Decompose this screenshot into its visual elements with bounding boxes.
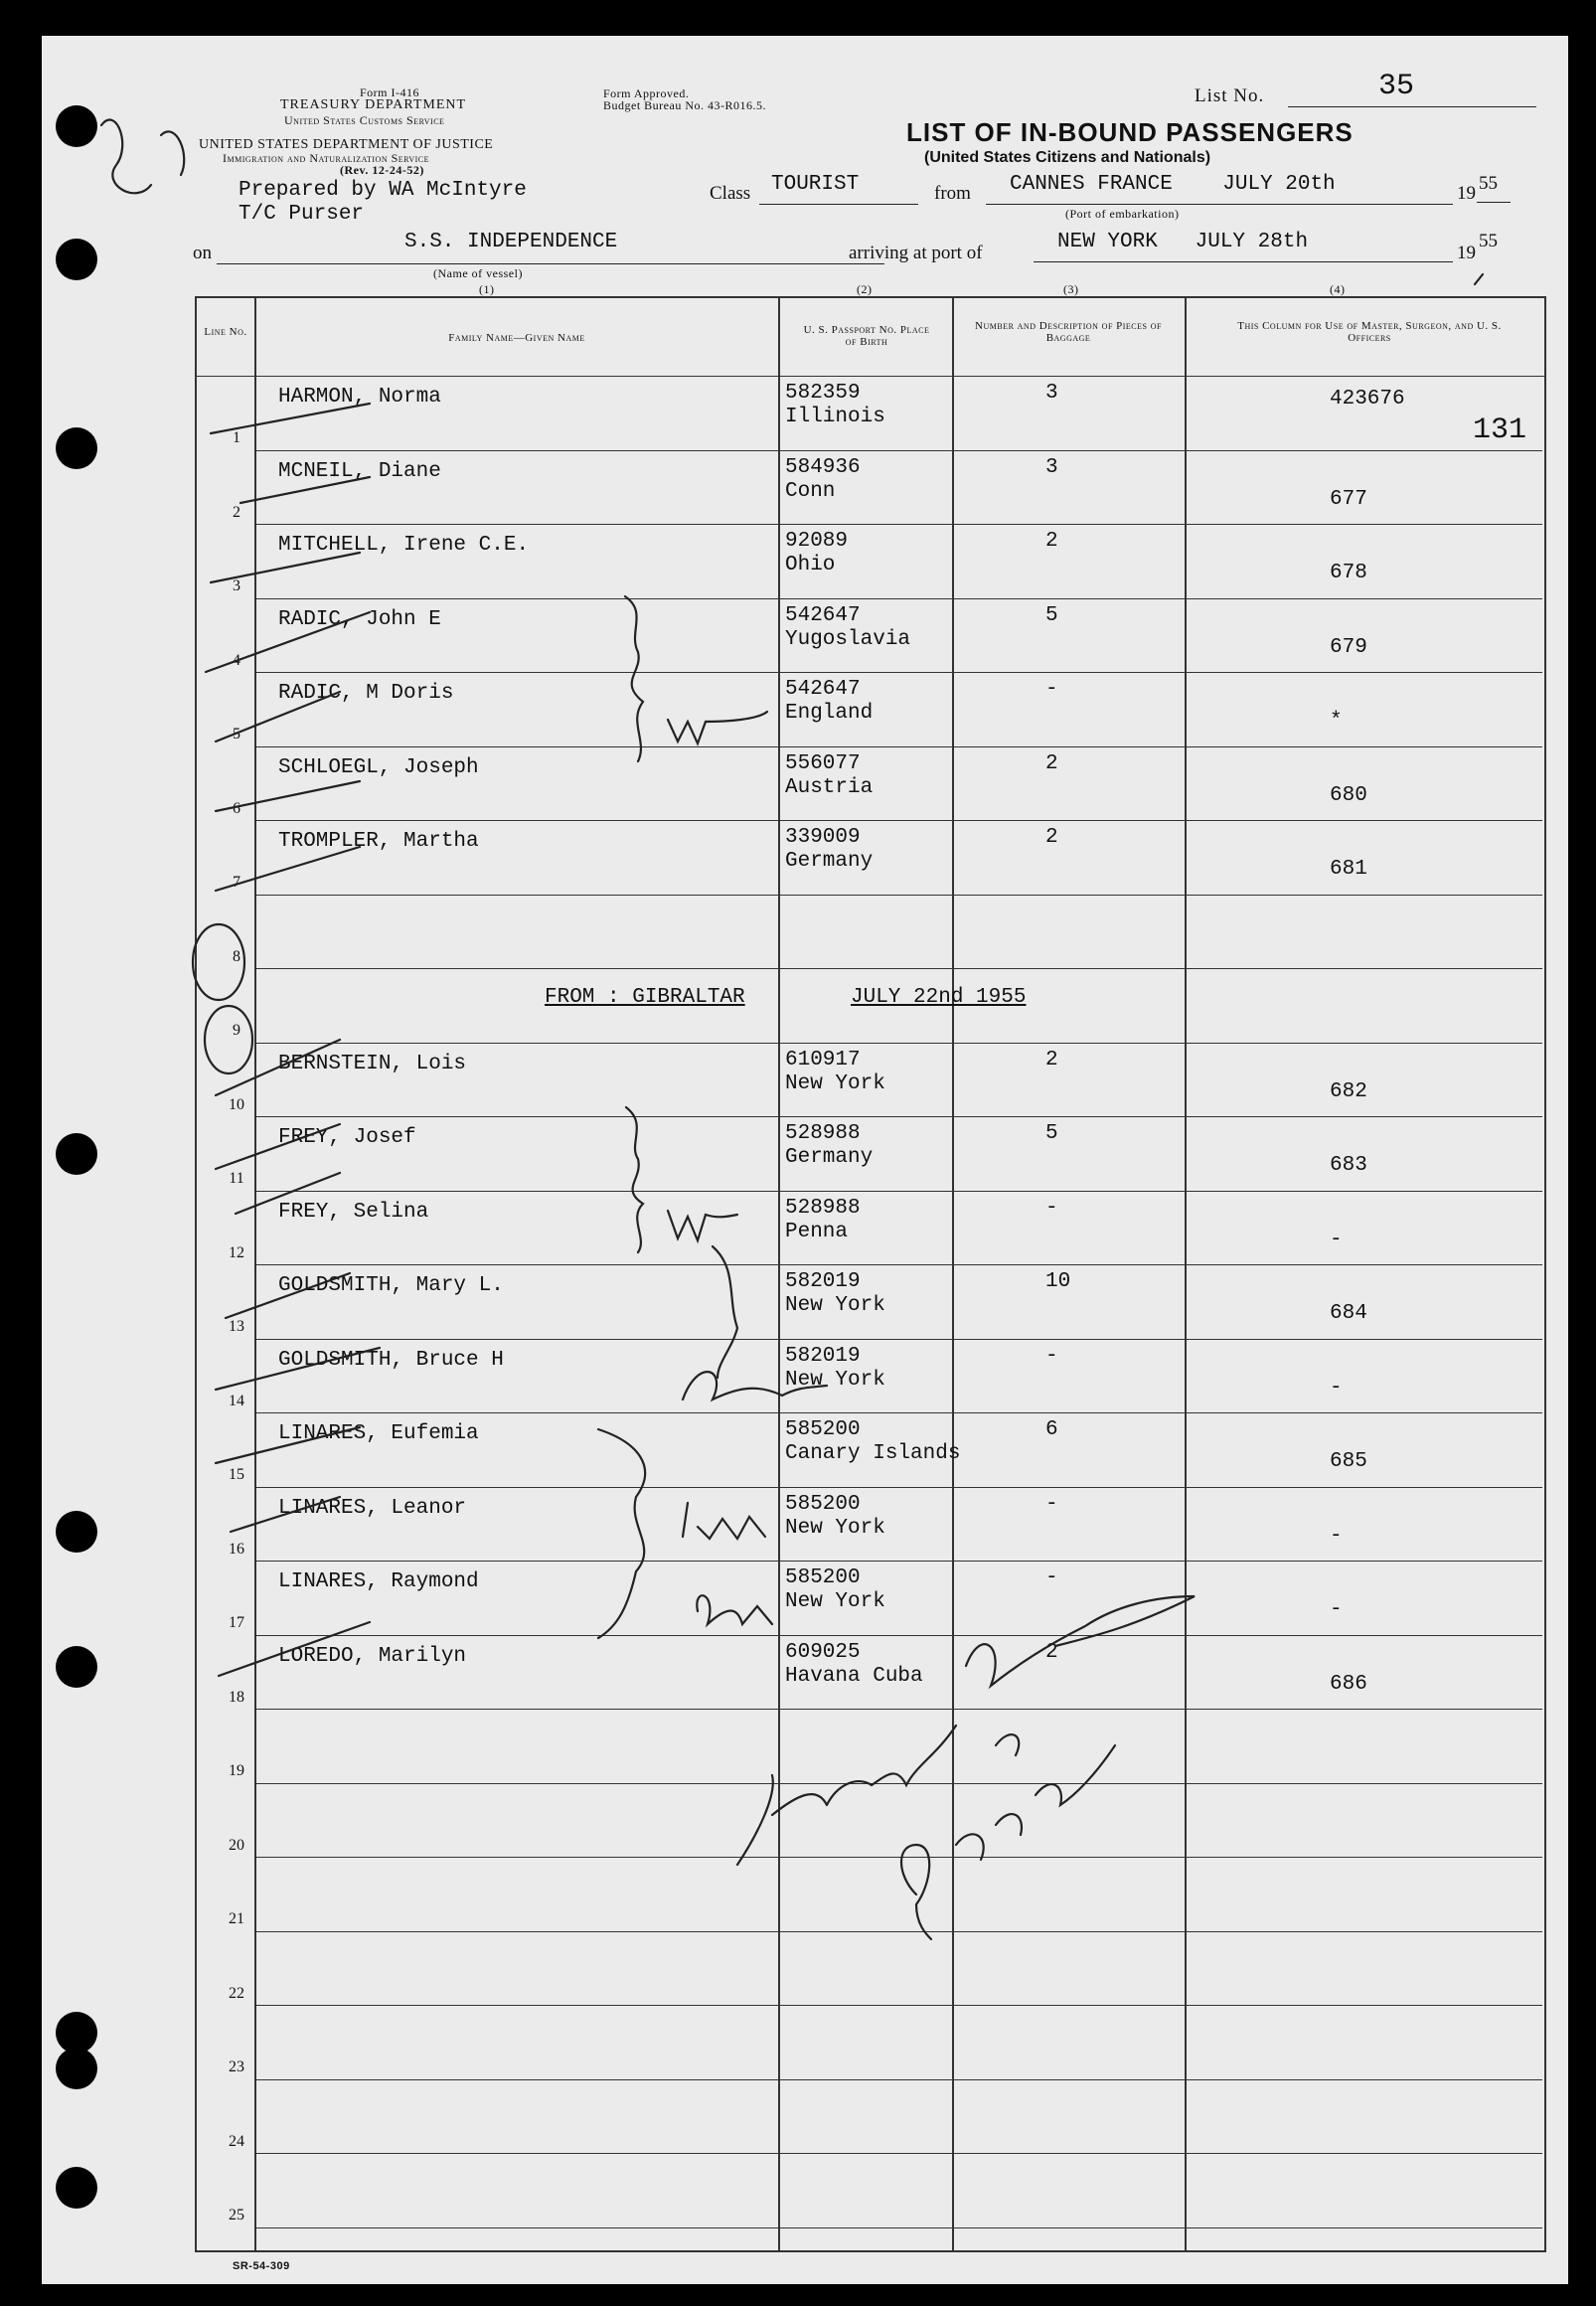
place-of-birth: England [785, 702, 874, 725]
class-value: TOURIST [771, 173, 860, 196]
line-number: 7 [233, 874, 240, 891]
passenger-name: BERNSTEIN, Lois [278, 1052, 467, 1075]
justice-label: UNITED STATES DEPARTMENT OF JUSTICE [199, 137, 494, 152]
table-row [42, 748, 1568, 823]
baggage-count: 2 [1045, 1640, 1058, 1664]
place-of-birth: Conn [785, 479, 836, 503]
table-row [42, 452, 1568, 527]
row-rule [254, 1043, 1542, 1044]
table-row [42, 1118, 1568, 1193]
officer-number: - [1330, 1598, 1343, 1621]
revision-label: (Rev. 12-24-52) [340, 163, 424, 177]
passport-number: 582019 [785, 1270, 861, 1293]
table-row [42, 822, 1568, 897]
binder-hole [56, 1133, 97, 1175]
prepared-by: Prepared by WA McIntyre [239, 179, 527, 202]
row-rule [254, 2227, 1542, 2228]
row-rule [254, 1412, 1542, 1413]
line-number: 2 [233, 503, 240, 521]
passenger-name: LINARES, Raymond [278, 1570, 479, 1593]
row-rule [254, 746, 1542, 747]
table-row [42, 1489, 1568, 1564]
baggage-count: - [1045, 1492, 1058, 1516]
vessel-underline [217, 262, 884, 264]
passenger-name: LOREDO, Marilyn [278, 1644, 467, 1668]
passenger-name: RADIC, M Doris [278, 682, 454, 705]
from-year-underline [1477, 201, 1511, 203]
row-rule [254, 1487, 1542, 1488]
baggage-count: 2 [1045, 826, 1058, 849]
table-row [42, 1563, 1568, 1637]
binder-hole [56, 427, 97, 469]
arrive-year: 55 [1479, 231, 1498, 251]
binder-hole [56, 1646, 97, 1688]
passenger-name: MCNEIL, Diane [278, 459, 441, 483]
form-sheet [42, 36, 1568, 2284]
table-row [42, 1266, 1568, 1341]
section-heading: FROM : GIBRALTAR [545, 986, 745, 1009]
line-number: 24 [229, 2132, 244, 2150]
page-subtitle: (United States Citizens and Nationals) [924, 149, 1211, 166]
place-of-birth: Illinois [785, 406, 885, 428]
officer-number: - [1330, 1376, 1343, 1400]
table-row [42, 1859, 1568, 1933]
col-header-officers: This Column for Use of Master, Surgeon, and U. S. Officers [1237, 320, 1502, 344]
place-of-birth: Ohio [785, 554, 836, 576]
col-header-baggage: Number and Description of Pieces of Baggage [975, 320, 1162, 344]
place-of-birth: New York [785, 1294, 885, 1317]
table-row [42, 897, 1568, 971]
passport-number: 585200 [785, 1566, 861, 1589]
vessel-name: S.S. INDEPENDENCE [404, 231, 618, 253]
table-row [42, 1341, 1568, 1415]
arriving-label: arriving at port of [849, 243, 983, 263]
row-rule [254, 2005, 1542, 2006]
line-number: 8 [233, 947, 240, 965]
table-row [42, 2081, 1568, 2156]
baggage-count: - [1045, 1344, 1058, 1368]
row-rule [254, 1635, 1542, 1636]
officer-number: 682 [1330, 1079, 1367, 1103]
purser: T/C Purser [239, 203, 365, 226]
table-row [42, 600, 1568, 675]
arriving-value: NEW YORK JULY 28th [1057, 231, 1309, 253]
passport-number: 556077 [785, 751, 861, 775]
row-rule [254, 1931, 1542, 1932]
officer-number: * [1330, 710, 1343, 733]
class-underline [759, 203, 918, 205]
passenger-name: SCHLOEGL, Joseph [278, 755, 479, 779]
place-of-birth: New York [785, 1071, 885, 1095]
row-rule [254, 1783, 1542, 1784]
passport-number: 528988 [785, 1122, 861, 1145]
row-rule [254, 1857, 1542, 1858]
line-number: 12 [229, 1243, 244, 1261]
form-number: Form I-416 [360, 85, 419, 99]
passport-number: 542647 [785, 678, 861, 701]
binder-hole [56, 2048, 97, 2089]
arrive-year-prefix: 19 [1457, 243, 1476, 263]
from-year: 55 [1479, 173, 1498, 194]
place-of-birth: Penna [785, 1220, 849, 1243]
passport-number: 584936 [785, 455, 861, 479]
binder-hole [56, 1511, 97, 1553]
table-row [42, 1414, 1568, 1489]
row-rule [254, 1116, 1542, 1117]
line-number: 4 [233, 651, 240, 669]
treasury-label: TREASURY DEPARTMENT [280, 97, 467, 112]
line-number: 18 [229, 1688, 244, 1706]
passenger-name: FREY, Josef [278, 1126, 416, 1149]
list-no-underline [1288, 105, 1536, 107]
row-rule [254, 1561, 1542, 1562]
passenger-name: HARMON, Norma [278, 386, 441, 409]
col-number-3: (3) [1063, 282, 1079, 296]
col-number-2: (2) [857, 282, 873, 296]
ins-label: Immigration and Naturalization Service [223, 151, 430, 165]
baggage-count: 5 [1045, 603, 1058, 627]
binder-hole [56, 239, 97, 280]
binder-hole [56, 105, 97, 147]
baggage-count: - [1045, 678, 1058, 701]
passenger-name: LINARES, Eufemia [278, 1422, 479, 1445]
passport-number: 585200 [785, 1418, 861, 1441]
header-rule [195, 376, 1544, 377]
vessel-caption: (Name of vessel) [433, 266, 523, 280]
officer-number: 678 [1330, 562, 1367, 584]
list-no-label: List No. [1195, 85, 1265, 106]
place-of-birth: New York [785, 1368, 885, 1392]
row-rule [254, 450, 1542, 451]
customs-label: United States Customs Service [284, 113, 445, 127]
table-row [42, 1785, 1568, 1860]
place-of-birth: Austria [785, 775, 874, 799]
line-number: 6 [233, 799, 240, 817]
officer-number: 685 [1330, 1450, 1367, 1473]
page-title: LIST OF IN-BOUND PASSENGERS [906, 117, 1354, 147]
baggage-count: 2 [1045, 751, 1058, 775]
baggage-count: 2 [1045, 530, 1058, 553]
col-number-1: (1) [479, 282, 495, 296]
table-row [42, 2155, 1568, 2229]
line-number: 13 [229, 1318, 244, 1335]
col-header-name: Family Name—Given Name [448, 332, 585, 344]
line-number: 15 [229, 1466, 244, 1483]
line-number: 3 [233, 577, 240, 594]
baggage-count: 10 [1045, 1270, 1071, 1293]
arriving-underline [1034, 260, 1453, 262]
margin-note: 131 [1473, 413, 1527, 447]
row-rule [254, 1191, 1542, 1192]
row-rule [254, 524, 1542, 525]
place-of-birth: New York [785, 1590, 885, 1613]
form-approved: Form Approved. [603, 86, 690, 100]
table-row [42, 1193, 1568, 1267]
table-row [42, 378, 1568, 452]
place-of-birth: Canary Islands [785, 1442, 961, 1465]
class-label: Class [710, 183, 751, 204]
officer-number: 681 [1330, 858, 1367, 881]
passenger-name: GOLDSMITH, Mary L. [278, 1274, 504, 1297]
line-number: 23 [229, 2059, 244, 2075]
section-date: JULY 22nd 1955 [851, 986, 1027, 1009]
officer-number: 679 [1330, 635, 1367, 659]
line-number: 19 [229, 1762, 244, 1779]
on-label: on [193, 243, 212, 263]
form-code: SR-54-309 [233, 2260, 290, 2272]
row-rule [254, 598, 1542, 599]
line-number: 11 [229, 1170, 244, 1187]
table-row [42, 1711, 1568, 1785]
col-number-4: (4) [1330, 282, 1346, 296]
line-number: 25 [229, 2207, 244, 2224]
passport-number: 582019 [785, 1344, 861, 1368]
officer-number: - [1330, 1524, 1343, 1548]
place-of-birth: Havana Cuba [785, 1664, 923, 1688]
passport-number: 610917 [785, 1048, 861, 1071]
table-row [42, 2007, 1568, 2081]
officer-number: 680 [1330, 783, 1367, 807]
passport-number: 582359 [785, 382, 861, 405]
baggage-count: - [1045, 1566, 1058, 1589]
line-number: 10 [229, 1095, 244, 1113]
from-year-prefix: 19 [1457, 183, 1476, 204]
passport-number: 528988 [785, 1196, 861, 1220]
tick-mark-top [1475, 274, 1483, 284]
line-number: 16 [229, 1540, 244, 1558]
table-row [42, 526, 1568, 600]
place-of-birth: Yugoslavia [785, 627, 911, 651]
passenger-name: RADIC, John E [278, 607, 441, 631]
col-header-line: Line No. [204, 326, 247, 338]
place-of-birth: Germany [785, 1146, 874, 1169]
row-rule [254, 968, 1542, 969]
baggage-count: 3 [1045, 382, 1058, 405]
table-row [42, 1637, 1568, 1712]
line-number: 22 [229, 1984, 244, 2002]
row-rule [254, 1709, 1542, 1710]
line-number: 14 [229, 1392, 244, 1409]
table-row [42, 970, 1568, 1045]
place-of-birth: New York [785, 1516, 885, 1540]
passport-number: 585200 [785, 1492, 861, 1516]
passenger-name: FREY, Selina [278, 1200, 429, 1224]
officer-number: 683 [1330, 1154, 1367, 1177]
from-value: CANNES FRANCE JULY 20th [1010, 173, 1336, 196]
row-rule [254, 1339, 1542, 1340]
table-row [42, 1933, 1568, 2008]
line-number: 9 [233, 1022, 240, 1039]
line-number: 1 [233, 429, 240, 446]
officer-number: - [1330, 1228, 1343, 1251]
line-number: 20 [229, 1836, 244, 1854]
from-label: from [934, 183, 971, 204]
line-number: 21 [229, 1910, 244, 1927]
binder-hole [56, 2167, 97, 2209]
passenger-name: TROMPLER, Martha [278, 830, 479, 853]
port-embark-caption: (Port of embarkation) [1065, 207, 1180, 221]
line-number: 17 [229, 1614, 244, 1631]
passport-number: 609025 [785, 1640, 861, 1664]
table-row [42, 674, 1568, 748]
row-rule [254, 1264, 1542, 1265]
passport-number: 542647 [785, 603, 861, 627]
passport-number: 339009 [785, 826, 861, 849]
row-rule [254, 2153, 1542, 2154]
budget-bureau: Budget Bureau No. 43-R016.5. [603, 98, 766, 112]
baggage-count: 5 [1045, 1122, 1058, 1145]
row-rule [254, 2079, 1542, 2080]
place-of-birth: Germany [785, 850, 874, 873]
passport-number: 92089 [785, 530, 849, 553]
baggage-count: 3 [1045, 455, 1058, 479]
table-row [42, 1045, 1568, 1119]
col-header-passport: U. S. Passport No. Place of Birth [803, 324, 930, 348]
from-underline [986, 203, 1453, 205]
officer-number: 684 [1330, 1302, 1367, 1325]
row-rule [254, 672, 1542, 673]
row-rule [254, 895, 1542, 896]
officer-number: 423676 [1330, 388, 1405, 411]
row-rule [254, 820, 1542, 821]
passenger-name: GOLDSMITH, Bruce H [278, 1348, 504, 1372]
baggage-count: 6 [1045, 1418, 1058, 1441]
baggage-count: 2 [1045, 1048, 1058, 1071]
officer-number: 677 [1330, 487, 1367, 511]
passenger-name: MITCHELL, Irene C.E. [278, 534, 530, 557]
line-number: 5 [233, 726, 240, 742]
passenger-name: LINARES, Leanor [278, 1496, 467, 1520]
officer-number: 686 [1330, 1672, 1367, 1696]
list-number: 35 [1378, 70, 1415, 103]
corner-scribble-55 [101, 120, 151, 194]
baggage-count: - [1045, 1196, 1058, 1220]
